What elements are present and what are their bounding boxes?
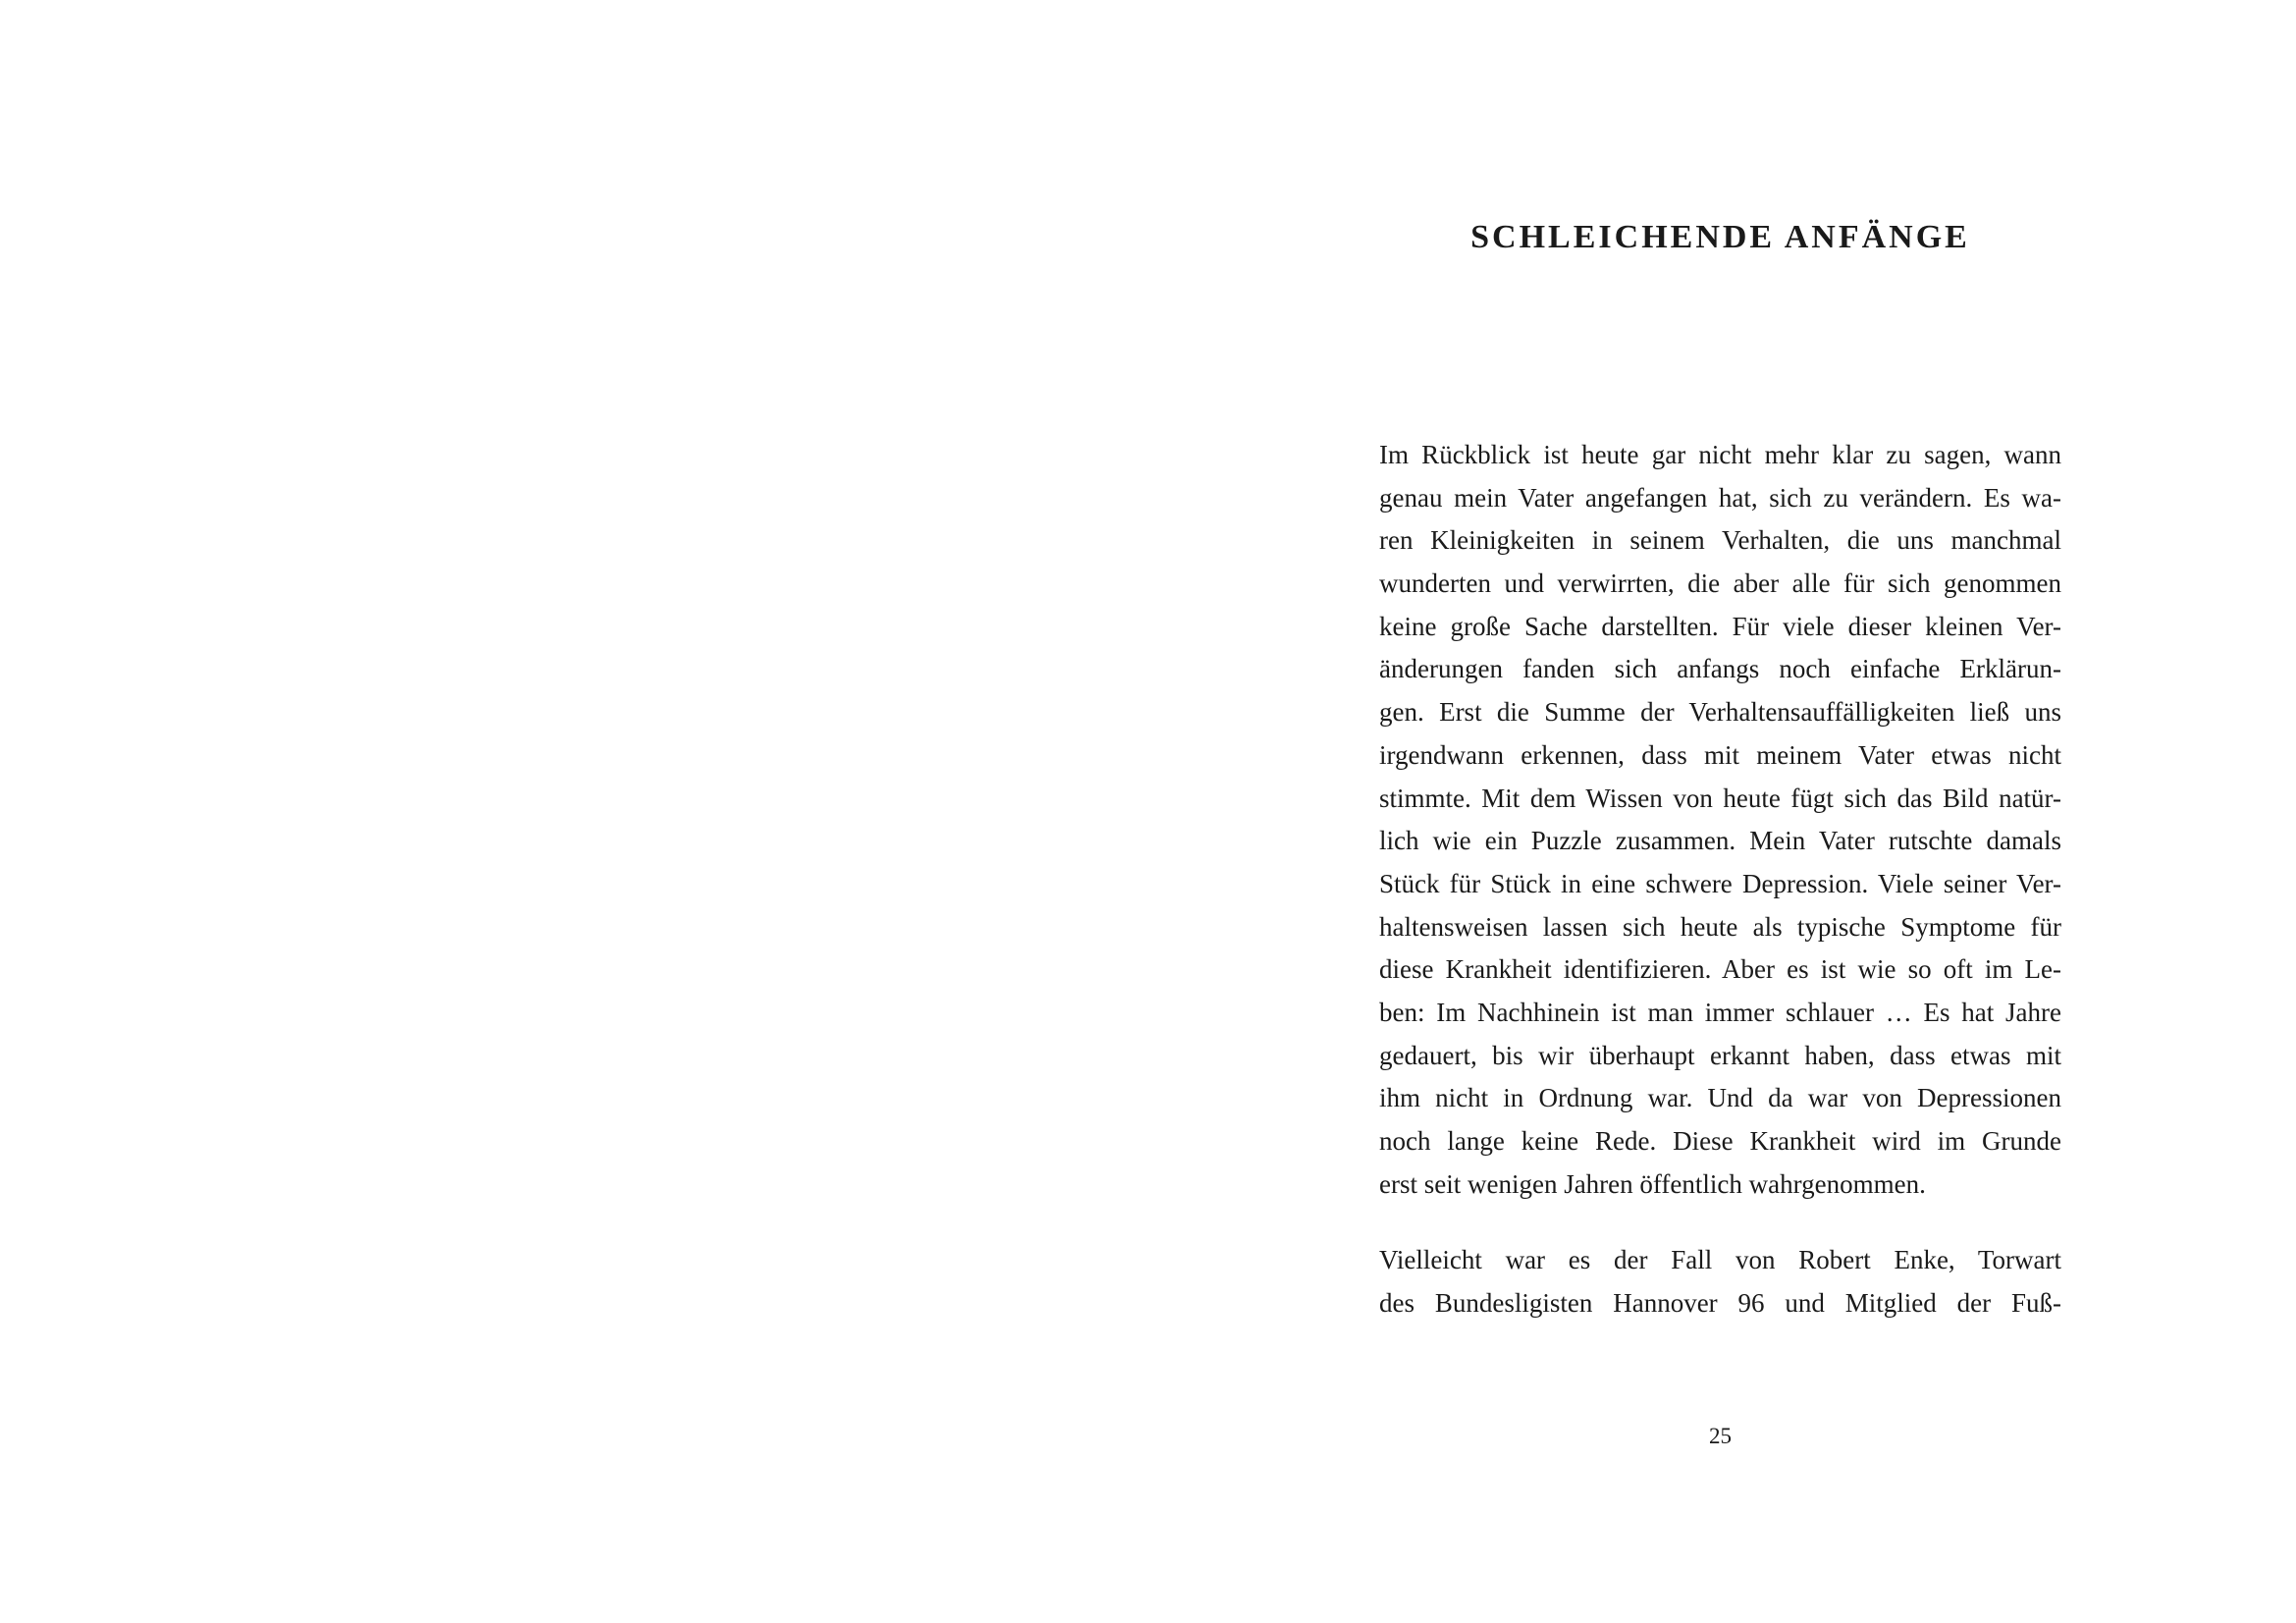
text-line: diese Krankheit identifizieren. Aber es ist wie so oft im Le- xyxy=(1379,954,2061,985)
paragraph-2 xyxy=(1379,1239,2061,1325)
text-line: wunderten und verwirrten, die aber alle für sich genommen xyxy=(1379,568,2061,599)
text-line: stimmte. Mit dem Wissen von heute fügt sich das Bild natür- xyxy=(1379,783,2061,813)
body-text xyxy=(1379,434,2061,1325)
chapter-title: SCHLEICHENDE ANFÄNGE xyxy=(1470,219,1970,255)
text-line: ben: Im Nachhinein ist man immer schlauer … Es hat Jahre xyxy=(1379,997,2061,1027)
text-line: Vielleicht war es der Fall von Robert Enke, Torwart xyxy=(1379,1245,2061,1275)
text-line: gedauert, bis wir überhaupt erkannt haben, dass etwas mit xyxy=(1379,1040,2061,1070)
text-line: ren Kleinigkeiten in seinem Verhalten, die uns manchmal xyxy=(1379,525,2061,556)
text-line: noch lange keine Rede. Diese Krankheit wird im Grunde xyxy=(1379,1126,2061,1156)
text-line: des Bundesligisten Hannover 96 und Mitglied der Fuß- xyxy=(1379,1288,2061,1319)
paragraph-spacer xyxy=(1379,1206,2061,1239)
text-line: ihm nicht in Ordnung war. Und da war von Depressionen xyxy=(1379,1083,2061,1113)
text-line: keine große Sache darstellten. Für viele dieser kleinen Ver- xyxy=(1379,611,2061,641)
text-line: erst seit wenigen Jahren öffentlich wahrgenommen. xyxy=(1379,1168,1926,1199)
text-line: lich wie ein Puzzle zusammen. Mein Vater rutschte damals xyxy=(1379,826,2061,856)
paragraph-1 xyxy=(1379,434,2061,1206)
page-number: 25 xyxy=(1709,1424,1732,1448)
text-line: haltensweisen lassen sich heute als typische Symptome für xyxy=(1379,911,2061,942)
text-line: genau mein Vater angefangen hat, sich zu verändern. Es wa- xyxy=(1379,482,2061,513)
text-line: Stück für Stück in eine schwere Depression. Viele seiner Ver- xyxy=(1379,868,2061,898)
text-line: irgendwann erkennen, dass mit meinem Vater etwas nicht xyxy=(1379,739,2061,770)
text-line: Im Rückblick ist heute gar nicht mehr klar zu sagen, wann xyxy=(1379,440,2061,469)
text-line: gen. Erst die Summe der Verhaltensauffälligkeiten ließ uns xyxy=(1379,697,2061,728)
text-line: änderungen fanden sich anfangs noch einfache Erklärun- xyxy=(1379,654,2061,684)
